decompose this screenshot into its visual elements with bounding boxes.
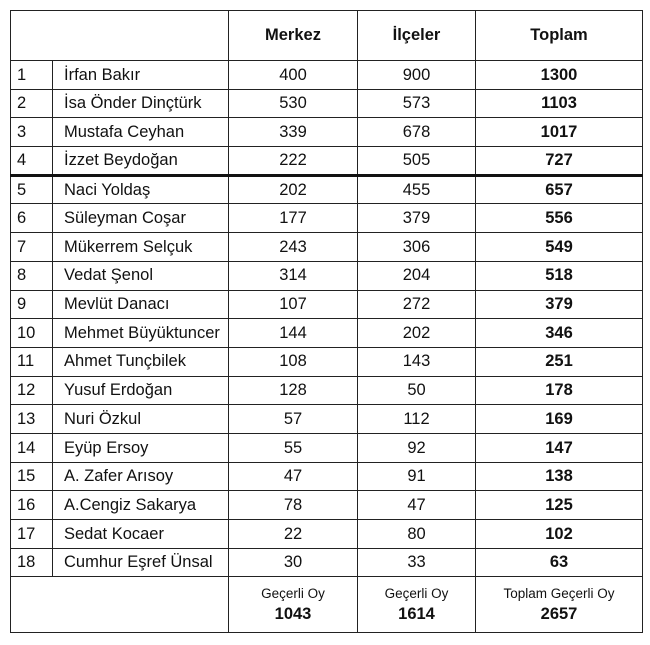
table-row [11,433,643,462]
candidate-name: Sedat Kocaer [53,520,229,549]
footer-toplam-label: Toplam Geçerli Oy [503,585,615,601]
total-votes: 346 [476,319,643,348]
table-row [11,61,643,90]
table-row [11,233,643,262]
table-row [11,89,643,118]
footer-merkez-label: Geçerli Oy [261,585,325,601]
total-votes: 1300 [476,61,643,90]
candidate-name: Mustafa Ceyhan [53,118,229,147]
candidate-name: Mehmet Büyüktuncer [53,319,229,348]
ilceler-votes: 272 [358,290,476,319]
merkez-votes: 400 [229,61,358,90]
candidate-name: Yusuf Erdoğan [53,376,229,405]
ilceler-votes: 306 [358,233,476,262]
merkez-votes: 57 [229,405,358,434]
candidate-name: A. Zafer Arısoy [53,462,229,491]
merkez-votes: 22 [229,520,358,549]
header-row [11,11,643,61]
merkez-votes: 128 [229,376,358,405]
candidate-name: Eyüp Ersoy [53,433,229,462]
footer-toplam-value: 2657 [540,605,578,624]
ilceler-votes: 112 [358,405,476,434]
total-votes: 549 [476,233,643,262]
row-number: 16 [11,491,53,520]
candidate-name: Mevlüt Danacı [53,290,229,319]
table-row [11,204,643,233]
merkez-votes: 177 [229,204,358,233]
candidate-name: Süleyman Coşar [53,204,229,233]
row-number: 6 [11,204,53,233]
table-row [11,290,643,319]
ilceler-votes: 455 [358,175,476,204]
header-ilceler: İlçeler [358,11,476,61]
merkez-votes: 30 [229,548,358,577]
candidate-name: Naci Yoldaş [53,175,229,204]
candidate-name: İzzet Beydoğan [53,147,229,176]
row-number: 9 [11,290,53,319]
candidate-name: İsa Önder Dinçtürk [53,89,229,118]
row-number: 7 [11,233,53,262]
table-row [11,405,643,434]
row-number: 17 [11,520,53,549]
row-number: 1 [11,61,53,90]
candidate-name: A.Cengiz Sakarya [53,491,229,520]
merkez-votes: 202 [229,175,358,204]
total-votes: 138 [476,462,643,491]
merkez-votes: 339 [229,118,358,147]
ilceler-votes: 50 [358,376,476,405]
candidate-name: Cumhur Eşref Ünsal [53,548,229,577]
footer-merkez-value: 1043 [274,605,312,624]
row-number: 11 [11,347,53,376]
merkez-votes: 78 [229,491,358,520]
candidate-name: Vedat Şenol [53,261,229,290]
merkez-votes: 107 [229,290,358,319]
merkez-votes: 314 [229,261,358,290]
ilceler-votes: 204 [358,261,476,290]
ilceler-votes: 91 [358,462,476,491]
total-votes: 657 [476,175,643,204]
row-number: 3 [11,118,53,147]
row-number: 12 [11,376,53,405]
row-number: 4 [11,147,53,176]
total-votes: 251 [476,347,643,376]
header-blank-cell [11,11,229,61]
footer-blank-cell [11,577,229,633]
ilceler-votes: 900 [358,61,476,90]
table-row [11,376,643,405]
total-votes: 147 [476,433,643,462]
candidate-name: Mükerrem Selçuk [53,233,229,262]
footer-merkez-cell [229,577,358,633]
merkez-votes: 222 [229,147,358,176]
total-votes: 63 [476,548,643,577]
ilceler-votes: 505 [358,147,476,176]
table-row [11,118,643,147]
table-row [11,462,643,491]
merkez-votes: 243 [229,233,358,262]
merkez-votes: 108 [229,347,358,376]
row-number: 18 [11,548,53,577]
ilceler-votes: 92 [358,433,476,462]
ilceler-votes: 379 [358,204,476,233]
ilceler-votes: 47 [358,491,476,520]
footer-ilceler-cell [358,577,476,633]
total-votes: 178 [476,376,643,405]
total-votes: 556 [476,204,643,233]
table-row [11,147,643,176]
ilceler-votes: 33 [358,548,476,577]
ilceler-votes: 202 [358,319,476,348]
row-number: 2 [11,89,53,118]
ilceler-votes: 573 [358,89,476,118]
total-votes: 1103 [476,89,643,118]
row-number: 14 [11,433,53,462]
total-votes: 727 [476,147,643,176]
ilceler-votes: 143 [358,347,476,376]
ilceler-votes: 678 [358,118,476,147]
row-number: 5 [11,175,53,204]
row-number: 8 [11,261,53,290]
footer-ilceler-value: 1614 [398,605,435,624]
table-body [11,61,643,577]
results-table [10,10,643,633]
merkez-votes: 144 [229,319,358,348]
total-votes: 125 [476,491,643,520]
merkez-votes: 47 [229,462,358,491]
candidate-name: Nuri Özkul [53,405,229,434]
row-number: 15 [11,462,53,491]
footer-toplam-cell [476,577,643,633]
merkez-votes: 55 [229,433,358,462]
header-toplam: Toplam [476,11,643,61]
header-merkez: Merkez [229,11,358,61]
total-votes: 518 [476,261,643,290]
table-row [11,175,643,204]
footer-ilceler-label: Geçerli Oy [384,585,449,601]
table-row [11,520,643,549]
row-number: 10 [11,319,53,348]
merkez-votes: 530 [229,89,358,118]
total-votes: 379 [476,290,643,319]
candidate-name: İrfan Bakır [53,61,229,90]
total-votes: 169 [476,405,643,434]
total-votes: 102 [476,520,643,549]
total-votes: 1017 [476,118,643,147]
table-row [11,347,643,376]
footer-row [11,577,643,633]
ilceler-votes: 80 [358,520,476,549]
row-number: 13 [11,405,53,434]
table-row [11,491,643,520]
table-row [11,548,643,577]
table-row [11,261,643,290]
table-row [11,319,643,348]
candidate-name: Ahmet Tunçbilek [53,347,229,376]
